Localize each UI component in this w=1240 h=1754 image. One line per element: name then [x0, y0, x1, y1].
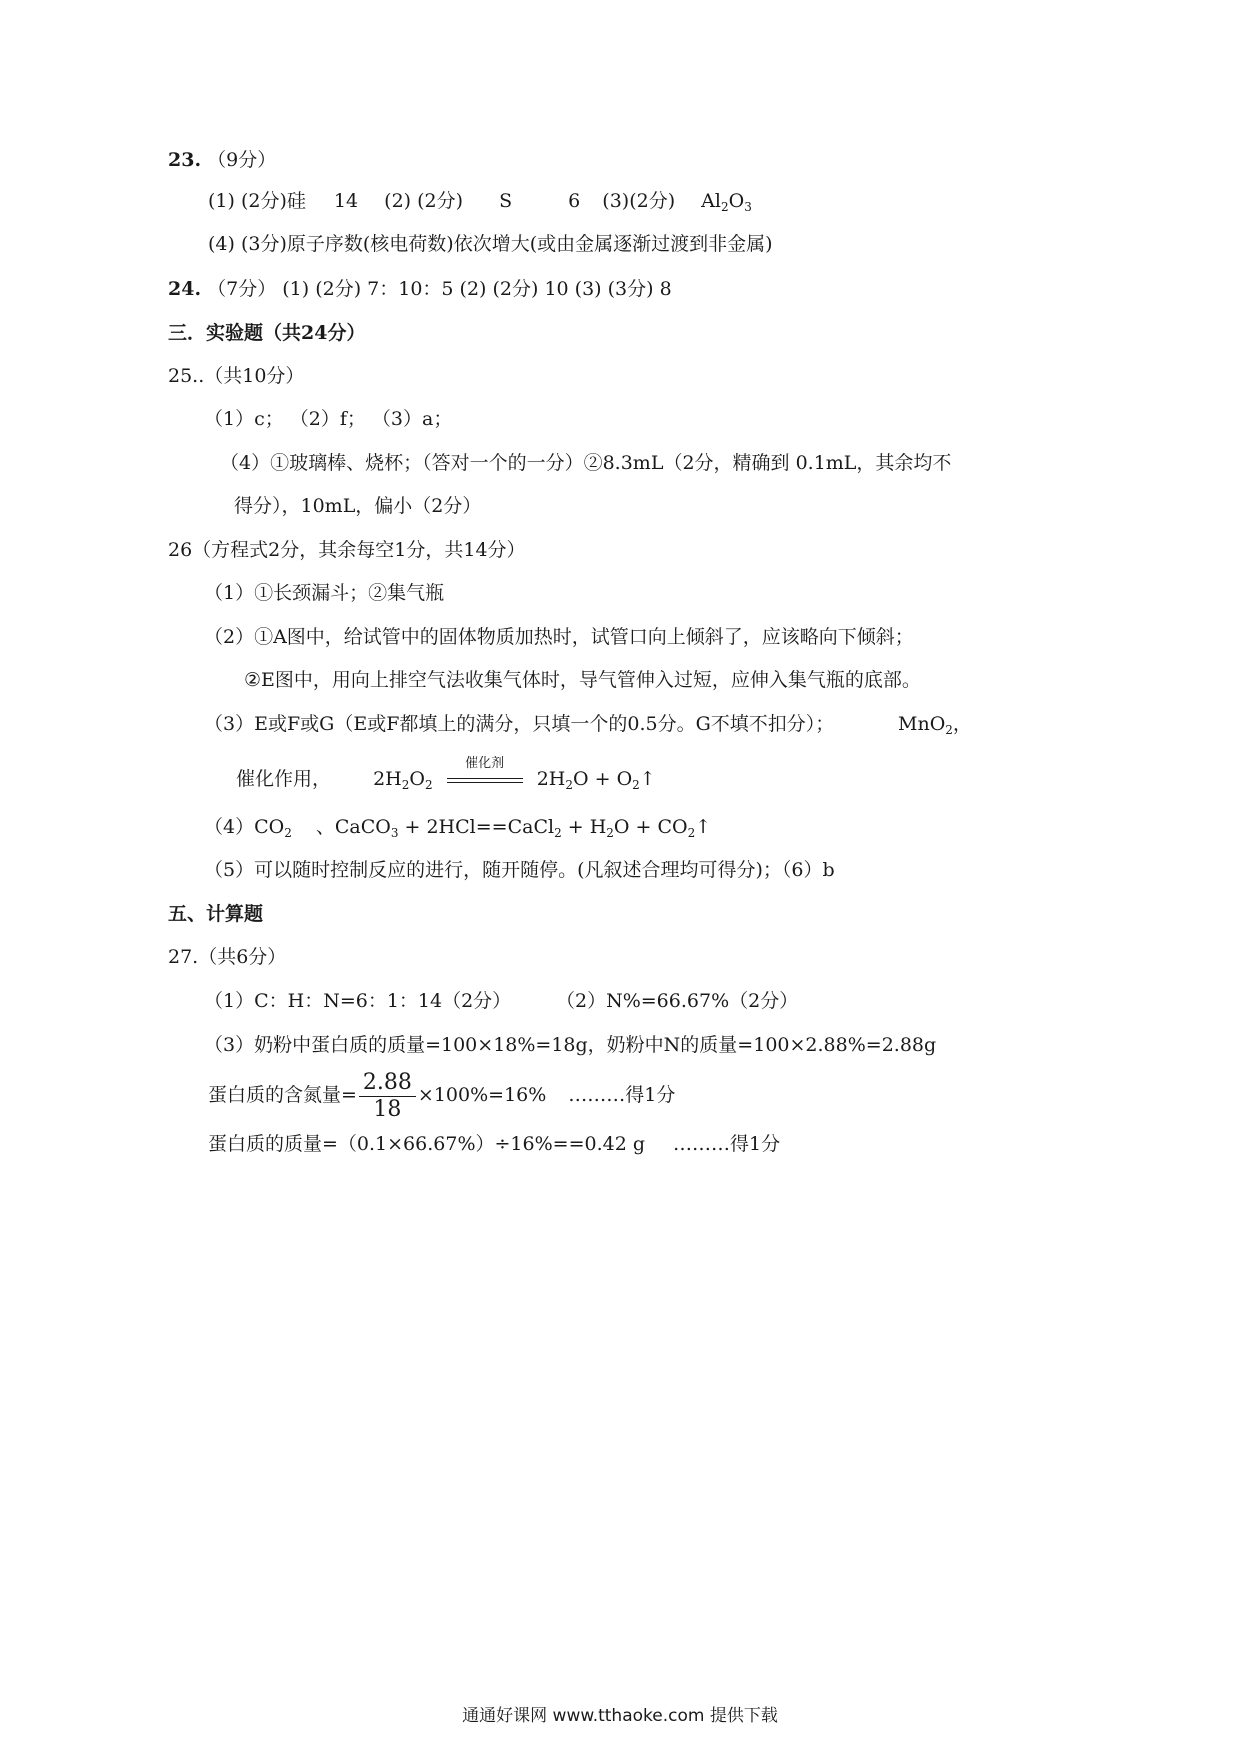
h2o2-formula: $2H_2O_2$: [373, 768, 433, 792]
fraction: [359, 1070, 416, 1123]
q26-line4-text: （3）E或F或G（E或F都填上的满分，只填一个的0.5分。G不填不扣分）；: [204, 713, 835, 735]
nitrogen-content-label: 蛋白质的含氮量=: [208, 1084, 357, 1106]
q25-line1: （1）c； （2）f； （3）a；: [204, 408, 453, 430]
q23-part2-symbol: S: [499, 190, 513, 212]
q23-part1: (1) (2分)硅: [208, 190, 306, 212]
q25-line3: 得分），10mL，偏小（2分）: [234, 495, 482, 517]
q27-heading: 27.（共6分）: [168, 946, 287, 968]
q23-part3-formula: $Al_2O_3$: [701, 190, 752, 214]
q25-heading: 25..（共10分）: [168, 365, 305, 387]
catalyst-label: 催化剂: [465, 756, 505, 771]
q27-line1a: （1）C：H：N=6：1：14（2分）: [204, 990, 512, 1012]
q26-mno2: MnO$_2$，: [898, 713, 972, 737]
q26-line6: $(4)CO_2$ 、CaCO$_3$ + 2HCl==CaCl$_2$ + $H_2O$ + $CO_2↑$: [204, 816, 712, 840]
q24-number: 24.: [168, 278, 202, 300]
q23-heading: [168, 147, 276, 173]
q23-part2: (2) (2分): [384, 190, 464, 212]
q26-equation-line: [236, 756, 656, 798]
q27-line1b: （2）N%=66.67%（2分）: [556, 990, 799, 1012]
q26-line1: （1）①长颈漏斗；②集气瓶: [204, 582, 445, 604]
q23-part1-value: 14: [333, 190, 359, 212]
fraction-denominator: 18: [373, 1096, 402, 1122]
q26-line7: （5）可以随时控制反应的进行，随开随停。(凡叙述合理均可得分)；（6）b: [204, 859, 835, 881]
section-5-title: 五、计算题: [168, 903, 264, 925]
footer-source: 通通好课网 www.tthaoke.com 提供下载: [462, 1706, 778, 1726]
h2o-o2-products: $2H_2O$ + $O_2↑$: [536, 768, 656, 792]
section-3-title: 三．实验题（共24分）: [168, 322, 366, 344]
q27-line3: [208, 1068, 675, 1123]
catalyst-arrow: [447, 756, 523, 793]
q24-line: [168, 276, 672, 302]
q27-line2: （3）奶粉中蛋白质的质量=100×18%=18g，奶粉中N的质量=100×2.88%=2.88g: [204, 1034, 937, 1056]
q23-line1: [208, 188, 752, 220]
nitrogen-content-result: ×100%=16%: [417, 1084, 547, 1106]
q26-heading: 26（方程式2分，其余每空1分，共14分）: [168, 539, 526, 561]
fraction-numerator: 2.88: [359, 1070, 416, 1097]
q26-catalysis-text: 催化作用，: [236, 768, 332, 790]
q25-line2: （4）①玻璃棒、烧杯；（答对一个的一分）②8.3mL（2分，精确到 0.1mL，其余均不: [220, 452, 952, 474]
q27-line3-score: ………得1分: [568, 1084, 676, 1106]
q23-number: 23.: [168, 149, 202, 171]
q24-text: （7分） (1) (2分) 7：10：5 (2) (2分) 10 (3) (3分) 8: [207, 278, 672, 300]
q26-line4: [204, 711, 834, 737]
q23-part2-value: 6: [568, 190, 581, 212]
q23-line2: (4) (3分)原子序数(核电荷数)依次增大(或由金属逐渐过渡到非金属): [208, 233, 773, 255]
protein-mass-formula: 蛋白质的质量=（0.1×66.67%）÷16%==0.42 g: [208, 1133, 646, 1155]
q27-line4: [208, 1131, 780, 1157]
q26-line2: （2）①A图中，给试管中的固体物质加热时，试管口向上倾斜了，应该略向下倾斜；: [204, 626, 914, 648]
q23-score: （9分）: [207, 149, 277, 171]
q27-line4-score: ………得1分: [673, 1133, 781, 1155]
q26-line3: ②E图中，用向上排空气法收集气体时，导气管伸入过短，应伸入集气瓶的底部。: [244, 669, 921, 691]
q23-part3: (3)(2分): [602, 190, 676, 212]
